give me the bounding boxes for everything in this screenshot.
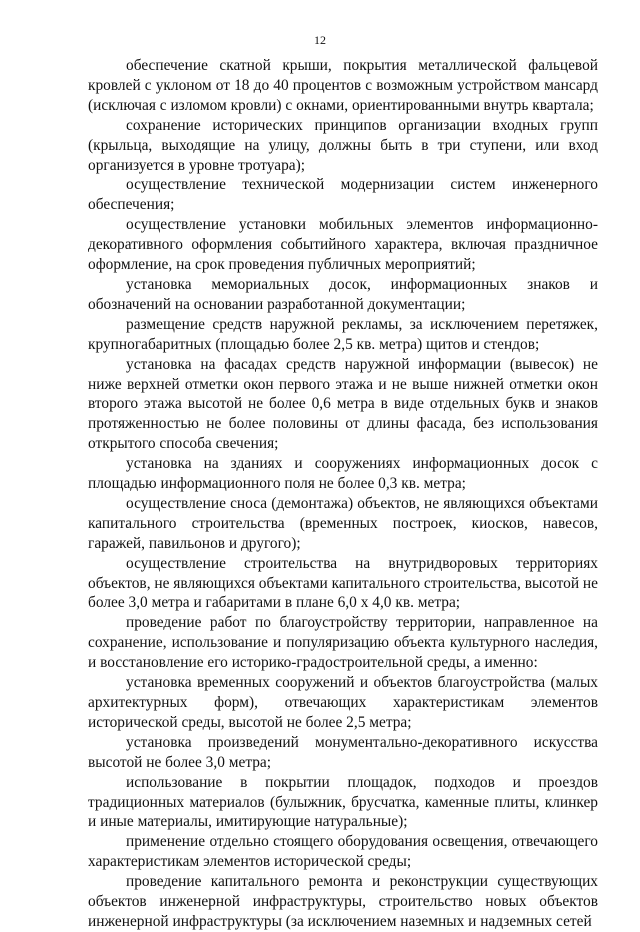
paragraph: установка мемориальных досок, информационных знаков и обозначений на основании разработанной документации; bbox=[88, 275, 598, 313]
paragraph: проведение работ по благоустройству территории, направленное на сохранение, использование и популяризацию объекта культурного наследия, и восстановление его историко-градостроительной среды, а именно: bbox=[88, 614, 598, 672]
paragraph: использование в покрытии площадок, подходов и проездов традиционных материалов (булыжник, брусчатка, каменные плиты, клинкер и иные материалы, имитирующие натуральные); bbox=[88, 773, 598, 831]
paragraph: установка временных сооружений и объектов благоустройства (малых архитектурных форм), отвечающих характеристикам элементов исторической среды, высотой не более 2,5 метра; bbox=[88, 674, 598, 731]
paragraph: установка произведений монументально-декоративного искусства высотой не более 3,0 метра; bbox=[88, 733, 598, 771]
paragraph: обеспечение скатной крыши, покрытия металлической фальцевой кровлей с уклоном от 18 до 40 процентов с возможным устройством мансард (исключая с изломом кровли) с окнами, ориентированными внутрь квартала; bbox=[88, 57, 598, 114]
paragraph: размещение средств наружной рекламы, за исключением перетяжек, крупногабаритных (площадью более 2,5 кв. метра) щитов и стендов; bbox=[88, 315, 598, 353]
paragraph: проведение капитального ремонта и реконструкции существующих объектов инженерной инфраструктуры, строительство новых объектов инженерной инфраструктуры (за исключением наземных и надземных сетей bbox=[88, 873, 598, 930]
paragraph: установка на фасадах средств наружной информации (вывесок) не ниже верхней отметки окон первого этажа и не выше нижней отметки окон второго этажа высотой не более 0,6 метра в виде отдельных букв и знаков протяженностью не более половины от длины фасада, без использования открытого способа свечения; bbox=[88, 355, 598, 453]
page-number: 12 bbox=[314, 33, 326, 47]
paragraph: осуществление сноса (демонтажа) объектов, не являющихся объектами капитального строительства (временных построек, киосков, навесов, гаражей, павильонов и другого); bbox=[88, 494, 598, 552]
paragraph: осуществление установки мобильных элементов информационно-декоративного оформления событийного характера, включая праздничное оформление, на срок проведения публичных мероприятий; bbox=[88, 216, 598, 274]
paragraph: осуществление строительства на внутридворовых территориях объектов, не являющихся объектами капитального строительства, высотой не более 3,0 метра и габаритами в плане 6,0 х 4,0 кв. метра; bbox=[88, 554, 598, 612]
document-body bbox=[88, 56, 598, 932]
paragraph: осуществление технической модернизации систем инженерного обеспечения; bbox=[88, 176, 598, 214]
paragraph: применение отдельно стоящего оборудования освещения, отвечающего характеристикам элементов исторической среды; bbox=[88, 833, 598, 871]
paragraph: установка на зданиях и сооружениях информационных досок с площадью информационного поля не более 0,3 кв. метра; bbox=[88, 455, 598, 493]
paragraph: сохранение исторических принципов организации входных групп (крыльца, выходящие на улицу, должны быть в три ступени, или вход организуется в уровне тротуара); bbox=[88, 116, 598, 174]
